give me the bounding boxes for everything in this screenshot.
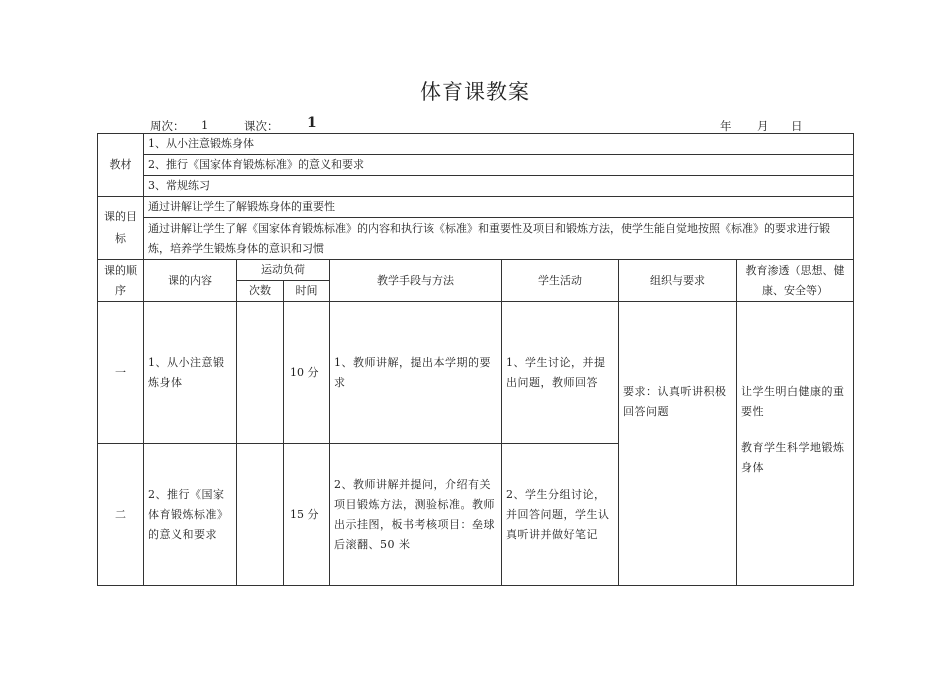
date-month: 月 [757,119,769,133]
edu-cell [737,302,854,586]
row-2-order: 二 [98,444,144,586]
lesson-plan-table [97,133,854,586]
row-2-activity: 2、学生分组讨论，并回答问题，学生认真听讲并做好笔记 [502,444,619,586]
row-2-method: 2、教师讲解并提问，介绍有关项目锻炼方法，测验标准。教师出示挂图，板书考核项目：垒球后滚翻、50 米 [330,444,502,586]
goal-label: 课的目标 [98,197,144,260]
header-activity: 学生活动 [502,260,619,302]
header-count: 次数 [237,281,284,302]
material-item-2: 2、推行《国家体育锻炼标准》的意义和要求 [144,155,854,176]
row-2-count [237,444,284,586]
row-1-method: 1、教师讲解，提出本学期的要求 [330,302,502,444]
row-1-count [237,302,284,444]
material-item-3: 3、常规练习 [144,176,854,197]
header-content: 课的内容 [144,260,237,302]
edu-text-2: 教育学生科学地锻炼身体 [741,441,845,474]
goal-item-1: 通过讲解让学生了解锻炼身体的重要性 [144,197,854,218]
header-time: 时间 [284,281,330,302]
edu-text-1: 让学生明白健康的重要性 [741,385,845,418]
row-1-activity: 1、学生讨论，并提出问题，教师回答 [502,302,619,444]
row-1-content: 1、从小注意锻炼身体 [144,302,237,444]
week-value: 1 [201,118,209,132]
goal-item-2: 通过讲解让学生了解《国家体育锻炼标准》的内容和执行该《标准》和重要性及项目和锻炼方法，使学生能自觉地按照《标准》的要求进行锻炼，培养学生锻炼身体的意识和习惯 [144,218,854,260]
row-1-order: 一 [98,302,144,444]
row-2-time: 15 分 [284,444,330,586]
header-method: 教学手段与方法 [330,260,502,302]
date-year: 年 [720,119,732,133]
lesson-label: 课次： [244,119,279,133]
date-day: 日 [791,119,803,133]
row-1-time: 10 分 [284,302,330,444]
week-label: 周次： [150,119,185,133]
material-label: 教材 [98,134,144,197]
row-2-content: 2、推行《国家体育锻炼标准》的意义和要求 [144,444,237,586]
page-title: 体育课教案 [420,80,530,104]
header-order: 课的顺序 [98,260,144,302]
lesson-value: 1 [307,115,317,131]
org-cell: 要求：认真听讲积极回答问题 [619,302,737,586]
header-edu: 教育渗透（思想、健康、安全等） [737,260,854,302]
header-load: 运动负荷 [237,260,330,281]
material-item-1: 1、从小注意锻炼身体 [144,134,854,155]
header-org: 组织与要求 [619,260,737,302]
